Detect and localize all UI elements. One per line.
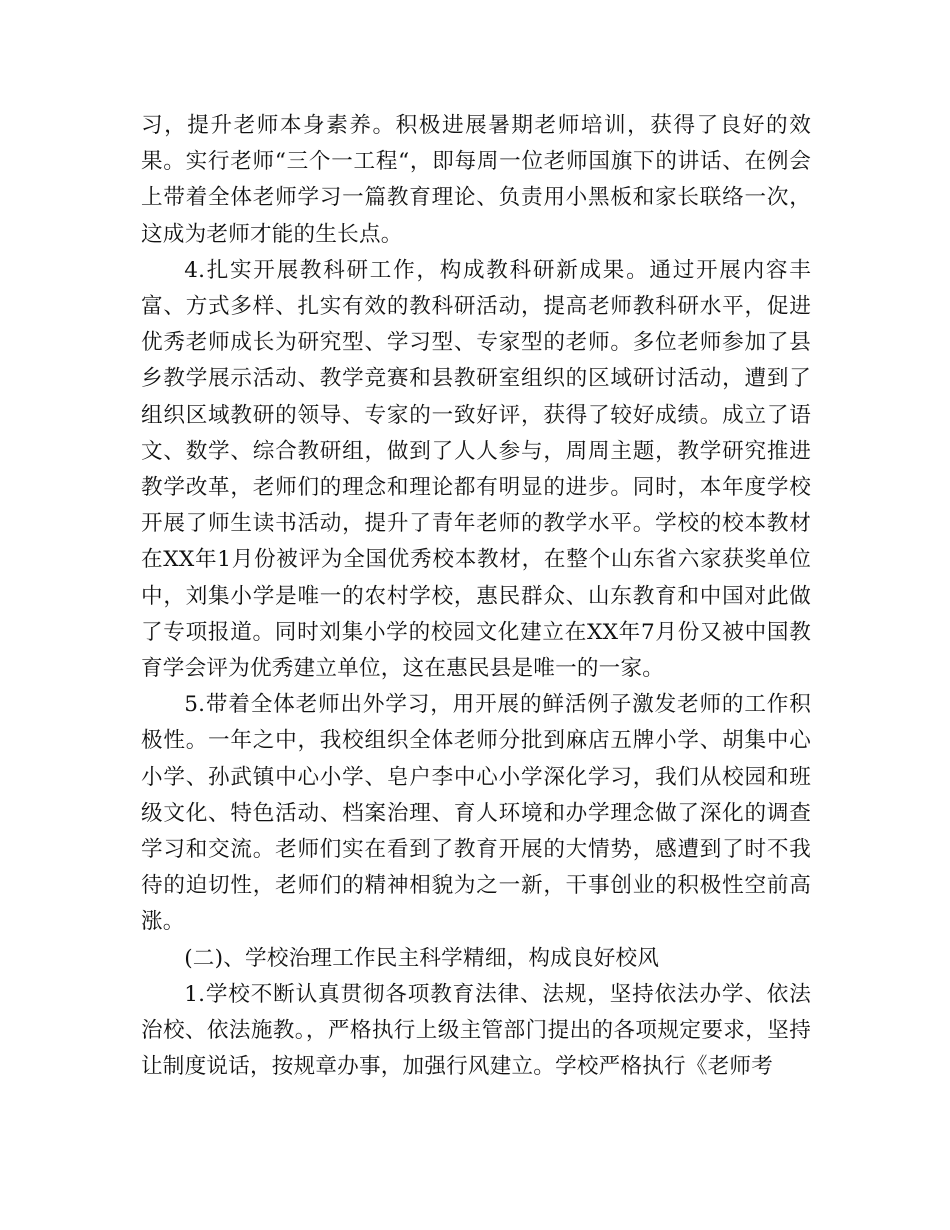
paragraph-4: 1.学校不断认真贯彻各项教育法律、法规，坚持依法办学、依法治校、依法施教。，严格执行上级主管部门提出的各项规定要求，坚持让制度说话，按规章办事，加强行风建立。学校严格执行《老师考 xyxy=(141,981,811,1080)
paragraph-2: 4.扎实开展教科研工作，构成教科研新成果。通过开展内容丰富、方式多样、扎实有效的教科研活动，提高老师教科研水平，促进优秀老师成长为研究型、学习型、专家型的老师。多位老师参加了县乡教学展示活动、教学竞赛和县教研室组织的区域研讨活动，遭到了组织区域教研的领导、专家的一致好评，获得了较好成绩。成立了语文、数学、综合教研组，做到了人人参与，周周主题，教学研究推进教学改革，老师们的理念和理论都有明显的进步。同时，本年度学校开展了师生读书活动，提升了青年老师的教学水平。学校的校本教材在XX年1月份被评为全国优秀校本教材，在整个山东省六家获奖单位中，刘集小学是唯一的农村学校，惠民群众、山东教育和中国对此做了专项报道。同时刘集小学的校园文化建立在XX年7月份又被中国教育学会评为优秀建立单位，这在惠民县是唯一的一家。 xyxy=(141,257,811,682)
paragraph-3: 5.带着全体老师出外学习，用开展的鲜活例子激发老师的工作积极性。一年之中，我校组织全体老师分批到麻店五牌小学、胡集中心小学、孙武镇中心小学、皂户李中心小学深化学习，我们从校园和班级文化、特色活动、档案治理、育人环境和办学理念做了深化的调查学习和交流。老师们实在看到了教育开展的大情势，感遭到了时不我待的迫切性，老师们的精神相貌为之一新，干事创业的积极性空前高涨。 xyxy=(141,692,811,935)
section-heading: (二)、学校治理工作民主科学精细，构成良好校风 xyxy=(184,945,660,971)
paragraph-1: 习，提升老师本身素养。积极进展暑期老师培训，获得了良好的效果。实行老师“三个一工程“，即每周一位老师国旗下的讲话、在例会上带着全体老师学习一篇教育理论、负责用小黑板和家长联络一次，这成为老师才能的生长点。 xyxy=(141,113,811,247)
document-body xyxy=(141,108,811,1085)
